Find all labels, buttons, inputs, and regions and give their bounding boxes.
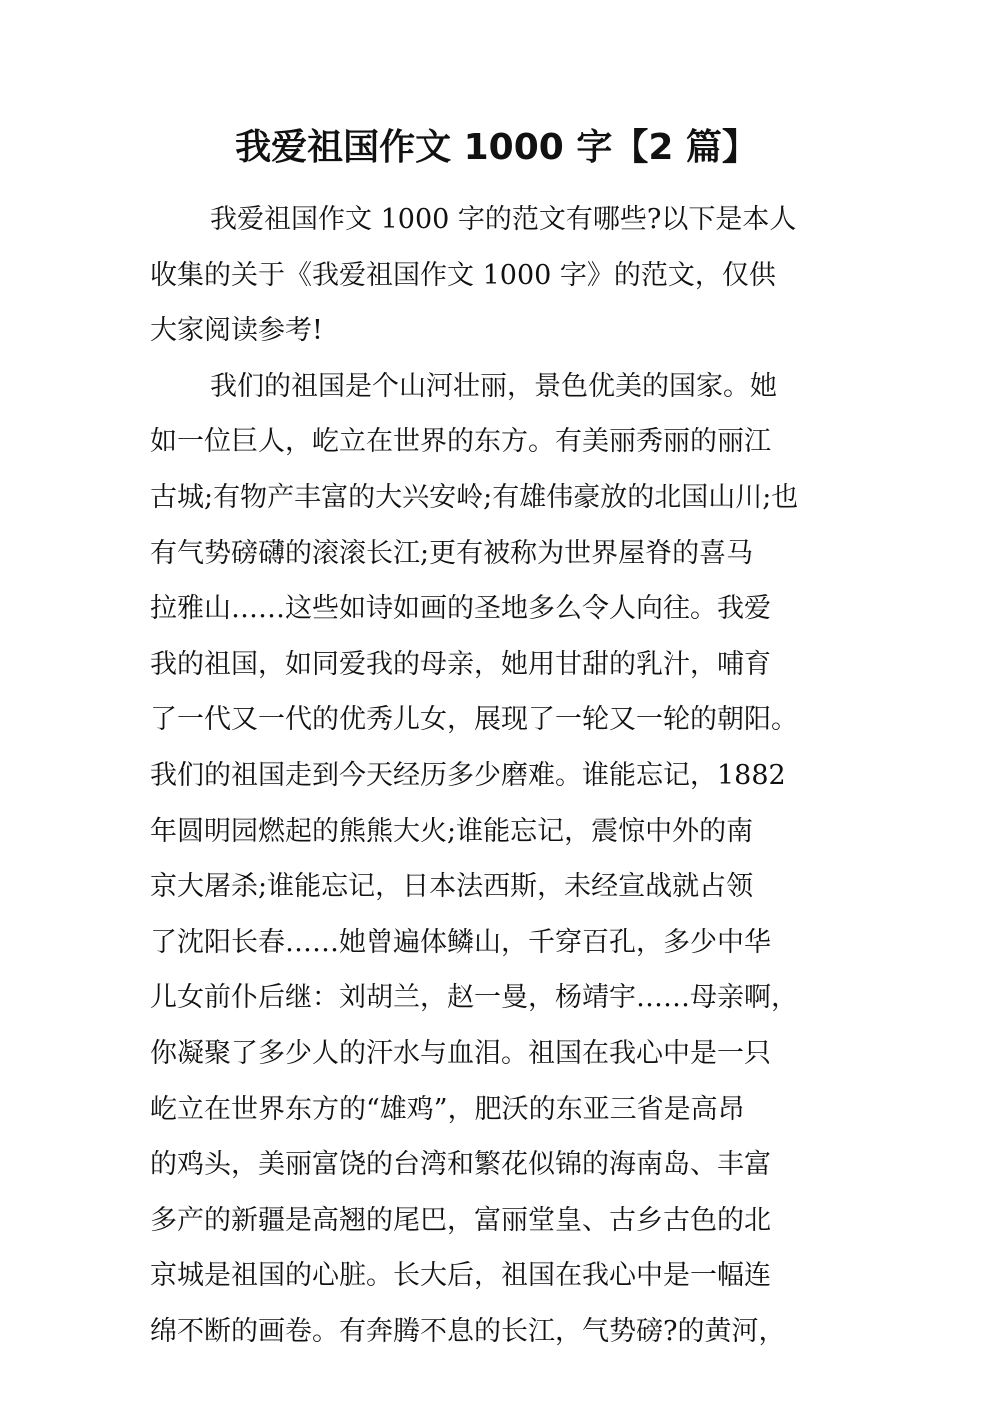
text-line: 大家阅读参考! — [150, 315, 323, 347]
text-line: 京大屠杀;谁能忘记，日本法西斯，未经宣战就占领 — [150, 871, 754, 903]
text-line: 你凝聚了多少人的汗水与血泪。祖国在我心中是一只 — [150, 1037, 771, 1069]
text-line: 年圆明园燃起的熊熊大火;谁能忘记，震惊中外的南 — [150, 815, 754, 847]
text-line: 如一位巨人，屹立在世界的东方。有美丽秀丽的丽江 — [150, 426, 771, 458]
text-line: 的鸡头，美丽富饶的台湾和繁花似锦的海南岛、丰富 — [150, 1149, 771, 1181]
text-line: 有气势磅礴的滚滚长江;更有被称为世界屋脊的喜马 — [150, 537, 754, 569]
text-line: 了沈阳长春……她曾遍体鳞山，千穿百孔，多少中华 — [150, 926, 771, 958]
text-line: 收集的关于《我爱祖国作文 1000 字》的范文，仅供 — [150, 259, 776, 291]
text-line: 我的祖国，如同爱我的母亲，她用甘甜的乳汁，哺育 — [150, 648, 771, 680]
text-line: 我们的祖国是个山河壮丽，景色优美的国家。她 — [210, 370, 777, 402]
text-line: 我爱祖国作文 1000 字的范文有哪些?以下是本人 — [210, 204, 797, 235]
text-line: 绵不断的画卷。有奔腾不息的长江，气势磅?的黄河， — [150, 1315, 786, 1347]
text-line: 京城是祖国的心脏。长大后，祖国在我心中是一幅连 — [150, 1260, 771, 1292]
text-line: 儿女前仆后继：刘胡兰，赵一曼，杨靖宇……母亲啊， — [150, 982, 798, 1014]
text-line: 拉雅山……这些如诗如画的圣地多么令人向往。我爱 — [150, 593, 771, 625]
text-line: 了一代又一代的优秀儿女，展现了一轮又一轮的朝阳。 — [150, 704, 798, 736]
text-line: 屹立在世界东方的“雄鸡”，肥沃的东亚三省是高昂 — [150, 1093, 745, 1125]
text-line: 多产的新疆是高翘的尾巴，富丽堂皇、古乡古色的北 — [150, 1204, 771, 1236]
text-line: 古城;有物产丰富的大兴安岭;有雄伟豪放的北国山川;也 — [150, 481, 799, 513]
text-line: 我们的祖国走到今天经历多少磨难。谁能忘记，1882 — [150, 759, 786, 791]
document-body — [150, 192, 890, 1359]
document-title: 我爱祖国作文 1000 字【2 篇】 — [235, 127, 758, 168]
